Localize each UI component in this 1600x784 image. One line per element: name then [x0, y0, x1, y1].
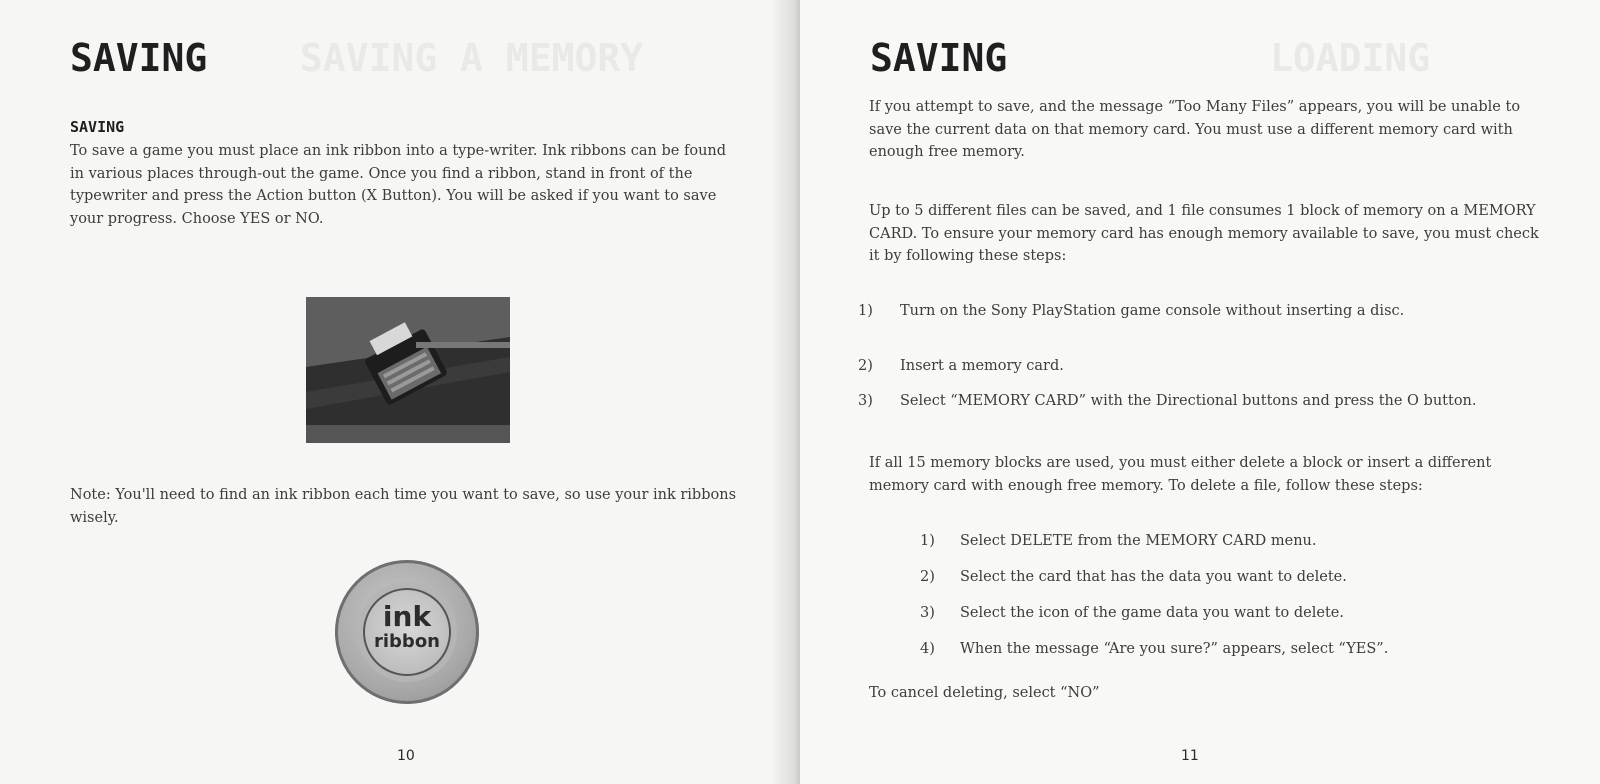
ghost-heading: LOADING	[1270, 36, 1431, 80]
saving-paragraph: To save a game you must place an ink ribbon into a type-writer. Ink ribbons can be found in various places through-out the game. Once you find a ribbon, stand in front of the typewriter and press the Action button (X Button). You will be asked if you want to save your progress. Choose YES or NO.	[70, 143, 727, 227]
ink-ribbon-icon	[335, 560, 479, 704]
step-text: Insert a memory card.	[900, 358, 1064, 374]
memory-check-paragraph: Up to 5 different files can be saved, and 1 file consumes 1 block of memory on a MEMORY CARD. To ensure your memory card has enough memory available to save, you must check it by following these steps:	[869, 203, 1539, 264]
page-title: SAVING	[870, 36, 1008, 80]
typewriter-illustration	[306, 297, 510, 443]
cancel-delete-paragraph: To cancel deleting, select “NO”	[869, 685, 1100, 701]
step-number: 3)	[920, 605, 935, 621]
page-number-right: 11	[1181, 748, 1199, 764]
step-text: Select “MEMORY CARD” with the Directional buttons and press the O button.	[900, 393, 1477, 409]
step-text: Select the icon of the game data you want to delete.	[960, 605, 1344, 621]
step-text: When the message “Are you sure?” appears, select “YES”.	[960, 641, 1389, 657]
step-number: 3)	[858, 393, 873, 409]
section-subheading: SAVING	[70, 118, 125, 136]
step-number: 2)	[858, 358, 873, 374]
step-number: 2)	[920, 569, 935, 585]
ghost-heading: SAVING A MEMORY	[300, 36, 644, 80]
step-number: 1)	[920, 533, 935, 549]
badge-label-ribbon: ribbon	[374, 631, 440, 652]
page-title: SAVING	[70, 36, 208, 80]
step-text: Select the card that has the data you want to delete.	[960, 569, 1347, 585]
badge-label-ink: ink	[382, 600, 432, 633]
right-page	[800, 0, 1600, 784]
ink-ribbon-badge	[363, 588, 451, 676]
note-text: Note: You'll need to find an ink ribbon each time you want to save, so use your ink ribbons wisely.	[70, 487, 737, 526]
page-number-left: 10	[397, 748, 415, 764]
step-number: 1)	[858, 303, 873, 319]
step-text: Select DELETE from the MEMORY CARD menu.	[960, 533, 1317, 549]
too-many-files-paragraph: If you attempt to save, and the message “Too Many Files” appears, you will be unable to save the current data on that memory card. You must use a different memory card with enough free memory.	[869, 99, 1521, 160]
step-number: 4)	[920, 641, 935, 657]
typewriter-photo	[306, 297, 510, 443]
delete-file-paragraph: If all 15 memory blocks are used, you must either delete a block or insert a different memory card with enough free memory. To delete a file, follow these steps:	[869, 455, 1492, 494]
step-text: Turn on the Sony PlayStation game console without inserting a disc.	[900, 303, 1405, 319]
